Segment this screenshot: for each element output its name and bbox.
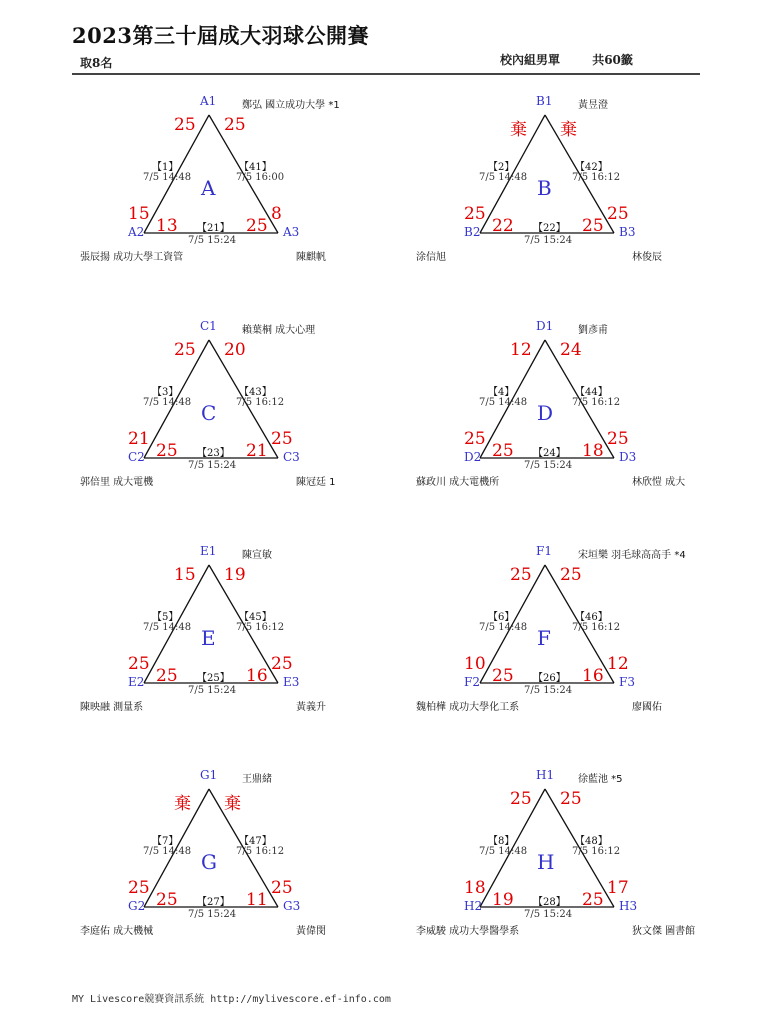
right-position-label: F3 xyxy=(619,675,635,689)
match-left-score-bottom: 25 xyxy=(464,429,486,449)
top-player-name: 王鼎緒 xyxy=(242,774,272,785)
match-left-score-top: 25 xyxy=(510,789,532,809)
right-player-name: 黃偉閔 xyxy=(296,926,326,937)
top-position-label: B1 xyxy=(536,94,553,108)
match-base-time: 7/5 15:24 xyxy=(524,685,573,696)
right-player-name: 陳麒帆 xyxy=(296,252,326,263)
left-player-name: 李庭佑 成大機械 xyxy=(80,926,154,937)
match-base-time: 7/5 15:24 xyxy=(524,909,573,920)
match-left-score-top: 棄 xyxy=(510,120,527,140)
match-right-score-top: 25 xyxy=(560,789,582,809)
top-player-name: 鄭弘 國立成功大學 *1 xyxy=(242,100,340,111)
match-right-time: 7/5 16:12 xyxy=(572,172,621,183)
match-right-score-bottom: 25 xyxy=(607,204,629,224)
match-base-score-right: 16 xyxy=(582,666,604,686)
match-right-number: 【46】 xyxy=(575,612,608,623)
match-base-score-left: 19 xyxy=(492,890,514,910)
footer-credit: MY Livescore競賽資訊系統 http://mylivescore.ef-info.com xyxy=(72,994,391,1005)
match-base-number: 【28】 xyxy=(533,897,566,908)
match-left-time: 7/5 14:48 xyxy=(479,622,528,633)
top-player-name: 劉彥甫 xyxy=(578,325,608,336)
match-base-time: 7/5 15:24 xyxy=(524,235,573,246)
match-left-score-top: 12 xyxy=(510,340,532,360)
right-position-label: C3 xyxy=(283,450,300,464)
match-base-score-left: 25 xyxy=(492,441,514,461)
match-right-score-top: 25 xyxy=(224,115,246,135)
right-position-label: E3 xyxy=(283,675,300,689)
match-right-score-bottom: 8 xyxy=(271,204,282,224)
match-left-score-bottom: 25 xyxy=(128,878,150,898)
group-letter: B xyxy=(537,176,552,200)
top-player-name: 黃昱澄 xyxy=(578,100,608,111)
match-left-number: 【5】 xyxy=(152,612,179,623)
match-left-number: 【4】 xyxy=(488,387,515,398)
top-position-label: C1 xyxy=(200,319,217,333)
match-right-score-bottom: 17 xyxy=(607,878,629,898)
left-player-name: 涂信旭 xyxy=(416,252,446,263)
draw-count: 共60籤 xyxy=(592,53,633,67)
match-base-number: 【23】 xyxy=(197,448,230,459)
group-triangle xyxy=(412,92,742,292)
group-letter: F xyxy=(537,626,551,650)
left-player-name: 蘇政川 成大電機所 xyxy=(416,477,500,488)
match-right-score-bottom: 25 xyxy=(607,429,629,449)
right-position-label: B3 xyxy=(619,225,636,239)
match-right-number: 【43】 xyxy=(239,387,272,398)
match-left-number: 【3】 xyxy=(152,387,179,398)
top-position-label: H1 xyxy=(536,768,555,782)
match-base-time: 7/5 15:24 xyxy=(188,460,237,471)
match-left-score-bottom: 15 xyxy=(128,204,150,224)
left-position-label: G2 xyxy=(128,899,146,913)
left-player-name: 陳映融 測量系 xyxy=(80,702,144,713)
left-position-label: A2 xyxy=(128,225,145,239)
right-player-name: 林欣愷 成大 xyxy=(632,477,686,488)
top-player-name: 陳宣敏 xyxy=(242,550,272,561)
match-base-score-left: 25 xyxy=(492,666,514,686)
match-right-number: 【48】 xyxy=(575,836,608,847)
top-position-label: A1 xyxy=(200,94,217,108)
group-letter: E xyxy=(201,626,216,650)
left-position-label: F2 xyxy=(464,675,480,689)
match-base-number: 【26】 xyxy=(533,673,566,684)
group-letter: D xyxy=(537,401,554,425)
match-right-number: 【42】 xyxy=(575,162,608,173)
match-base-number: 【27】 xyxy=(197,897,230,908)
top-position-label: G1 xyxy=(200,768,218,782)
match-right-score-top: 棄 xyxy=(560,120,577,140)
match-base-score-left: 13 xyxy=(156,216,178,236)
left-position-label: E2 xyxy=(128,675,145,689)
group-h xyxy=(412,766,742,966)
group-a xyxy=(76,92,406,292)
qualify-label: 取8名 xyxy=(80,56,113,70)
match-base-score-right: 25 xyxy=(582,216,604,236)
match-right-time: 7/5 16:12 xyxy=(572,397,621,408)
match-right-number: 【47】 xyxy=(239,836,272,847)
match-left-score-bottom: 21 xyxy=(128,429,150,449)
match-right-time: 7/5 16:12 xyxy=(572,846,621,857)
match-base-score-right: 25 xyxy=(246,216,268,236)
match-base-score-right: 25 xyxy=(582,890,604,910)
top-position-label: F1 xyxy=(536,544,552,558)
match-left-time: 7/5 14:48 xyxy=(479,172,528,183)
match-left-number: 【1】 xyxy=(152,162,179,173)
category-label: 校內組男單 xyxy=(500,53,561,67)
top-position-label: D1 xyxy=(536,319,554,333)
left-position-label: B2 xyxy=(464,225,481,239)
match-base-score-right: 21 xyxy=(246,441,268,461)
match-right-time: 7/5 16:12 xyxy=(236,846,285,857)
match-base-score-left: 25 xyxy=(156,666,178,686)
left-position-label: H2 xyxy=(464,899,483,913)
right-player-name: 黃義升 xyxy=(296,702,326,713)
match-left-number: 【7】 xyxy=(152,836,179,847)
match-base-score-left: 22 xyxy=(492,216,514,236)
match-base-score-left: 25 xyxy=(156,890,178,910)
left-player-name: 李威駿 成功大學醫學系 xyxy=(416,926,520,937)
match-left-number: 【8】 xyxy=(488,836,515,847)
right-position-label: H3 xyxy=(619,899,638,913)
match-right-score-top: 25 xyxy=(560,565,582,585)
match-base-number: 【21】 xyxy=(197,223,230,234)
group-e xyxy=(76,542,406,742)
match-base-number: 【24】 xyxy=(533,448,566,459)
match-left-score-bottom: 18 xyxy=(464,878,486,898)
left-player-name: 郭倍里 成大電機 xyxy=(80,477,154,488)
match-base-time: 7/5 15:24 xyxy=(188,909,237,920)
match-left-number: 【6】 xyxy=(488,612,515,623)
match-left-score-bottom: 10 xyxy=(464,654,486,674)
match-right-score-bottom: 25 xyxy=(271,429,293,449)
top-position-label: E1 xyxy=(200,544,217,558)
group-d xyxy=(412,317,742,517)
match-base-score-right: 11 xyxy=(246,890,268,910)
match-base-time: 7/5 15:24 xyxy=(188,235,237,246)
right-player-name: 林俊辰 xyxy=(632,252,662,263)
header-divider xyxy=(72,73,700,75)
match-left-score-bottom: 25 xyxy=(128,654,150,674)
left-player-name: 魏柏樺 成功大學化工系 xyxy=(416,702,520,713)
left-player-name: 張辰揚 成功大學工資管 xyxy=(80,252,184,263)
match-base-score-right: 18 xyxy=(582,441,604,461)
match-right-score-top: 棄 xyxy=(224,794,241,814)
match-left-score-top: 25 xyxy=(174,115,196,135)
right-position-label: D3 xyxy=(619,450,637,464)
match-left-time: 7/5 14:48 xyxy=(143,172,192,183)
category-info xyxy=(500,51,661,68)
match-right-time: 7/5 16:00 xyxy=(236,172,285,183)
match-right-number: 【45】 xyxy=(239,612,272,623)
match-left-time: 7/5 14:48 xyxy=(143,846,192,857)
right-player-name: 狄文傑 圖書館 xyxy=(632,926,696,937)
match-base-score-left: 25 xyxy=(156,441,178,461)
group-letter: C xyxy=(201,401,217,425)
group-c xyxy=(76,317,406,517)
match-left-time: 7/5 14:48 xyxy=(479,397,528,408)
top-player-name: 宋垣樂 羽毛球高高手 *4 xyxy=(578,550,686,561)
match-right-score-top: 24 xyxy=(560,340,582,360)
group-b xyxy=(412,92,742,292)
top-player-name: 賴葉桐 成大心理 xyxy=(242,325,316,336)
match-base-number: 【25】 xyxy=(197,673,230,684)
right-position-label: A3 xyxy=(283,225,300,239)
match-right-number: 【41】 xyxy=(239,162,272,173)
group-letter: H xyxy=(537,850,555,874)
left-position-label: D2 xyxy=(464,450,482,464)
match-right-time: 7/5 16:12 xyxy=(572,622,621,633)
right-player-name: 廖國佑 xyxy=(632,702,662,713)
match-base-time: 7/5 15:24 xyxy=(524,460,573,471)
match-left-score-top: 15 xyxy=(174,565,196,585)
match-right-score-bottom: 25 xyxy=(271,654,293,674)
match-base-time: 7/5 15:24 xyxy=(188,685,237,696)
match-right-score-bottom: 25 xyxy=(271,878,293,898)
top-player-name: 徐藍池 *5 xyxy=(578,774,623,785)
match-left-number: 【2】 xyxy=(488,162,515,173)
match-base-number: 【22】 xyxy=(533,223,566,234)
match-right-time: 7/5 16:12 xyxy=(236,397,285,408)
group-letter: G xyxy=(201,850,217,874)
group-f xyxy=(412,542,742,742)
match-left-score-top: 棄 xyxy=(174,794,191,814)
match-left-time: 7/5 14:48 xyxy=(479,846,528,857)
page-title: 2023第三十屆成大羽球公開賽 xyxy=(72,23,369,48)
match-right-number: 【44】 xyxy=(575,387,608,398)
right-player-name: 陳冠廷 1 xyxy=(296,477,336,488)
match-base-score-right: 16 xyxy=(246,666,268,686)
match-right-score-top: 19 xyxy=(224,565,246,585)
match-right-time: 7/5 16:12 xyxy=(236,622,285,633)
match-left-score-top: 25 xyxy=(510,565,532,585)
match-left-score-top: 25 xyxy=(174,340,196,360)
match-right-score-top: 20 xyxy=(224,340,246,360)
match-left-time: 7/5 14:48 xyxy=(143,397,192,408)
right-position-label: G3 xyxy=(283,899,301,913)
match-right-score-bottom: 12 xyxy=(607,654,629,674)
match-left-score-bottom: 25 xyxy=(464,204,486,224)
match-left-time: 7/5 14:48 xyxy=(143,622,192,633)
left-position-label: C2 xyxy=(128,450,145,464)
group-letter: A xyxy=(201,176,216,200)
group-g xyxy=(76,766,406,966)
